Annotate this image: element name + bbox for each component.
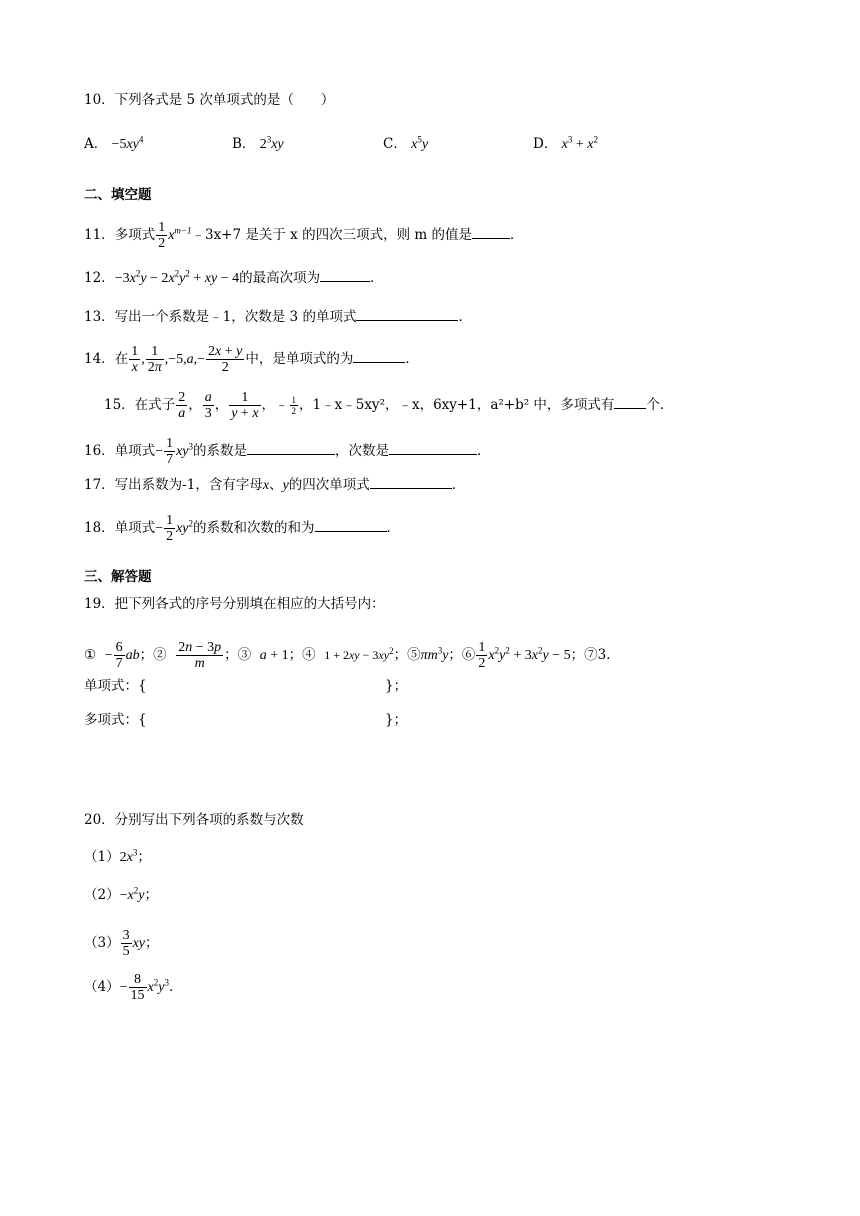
q10-option-b-expr: $2^3xy$ bbox=[259, 134, 284, 152]
q17: 17．写出系数为-1，含有字母x、y的四次单项式 ． bbox=[84, 474, 465, 494]
q10-option-c[interactable]: C． $x^5y$ bbox=[383, 134, 429, 152]
q12-expr: $-3x^2y - 2x^2y^2$ + xy − 4 bbox=[114, 268, 240, 286]
q16-degree-blank[interactable] bbox=[389, 440, 477, 455]
q10-option-d[interactable]: D． $x^3 + x^2$ bbox=[533, 134, 598, 152]
q19-polynomial-close: }； bbox=[385, 712, 408, 728]
q20-item-3: （3） $\frac{3}{5}$ xy； bbox=[84, 928, 159, 959]
q20-item-2: $(2)-x^2y$； bbox=[84, 885, 158, 903]
q19-monomial-close: }； bbox=[385, 678, 408, 694]
q18-answer-blank[interactable] bbox=[315, 517, 387, 532]
q19-stem: 19．把下列各式的序号分别填在相应的大括号内： bbox=[84, 596, 385, 612]
q19-monomial-row: 单项式：{ bbox=[84, 678, 147, 694]
q13-answer-blank[interactable] bbox=[356, 306, 458, 321]
q16: 16．单项式− $\frac{1}{7}$ $xy^3$的系数是 ，次数是 ． bbox=[84, 436, 491, 467]
q19-expressions: ① − $\frac{6}{7}$ ab；② $\frac{2n - 3p}{m}$ ；③ a + 1；④ $1 + 2xy - 3xy^2$；$⑤\pi m^3y$；⑥ $\frac{1}{2}$ $x^2y^2 + 3x^2y - 5$；⑦3． bbox=[84, 640, 620, 671]
q17-answer-blank[interactable] bbox=[370, 474, 452, 489]
q10-stem: 10．下列各式是 5 次单项式的是（ ） bbox=[84, 92, 335, 108]
q15-answer-blank[interactable] bbox=[614, 394, 646, 409]
q14: 14．在 $\frac{1}{x}$ , $\frac{1}{2\pi}$ ,−5,a,− $\frac{2x + y}{2}$ 中，是单项式的为 ． bbox=[84, 344, 419, 375]
q12-answer-blank[interactable] bbox=[320, 267, 370, 282]
q10-option-a-expr: $-5xy^4$ bbox=[111, 134, 144, 152]
q15: 15．在式子 $\frac{2}{a}$ ， $\frac{a}{3}$ ， $\frac{1}{y + x}$ ，﹣ $\frac{1}{2}$ ，1﹣x﹣5xy²，﹣x，6xy+1，a²+b² 中，多项式有 个． bbox=[104, 390, 674, 421]
q18: 18．单项式− $\frac{1}{2}$ $xy^2$的系数和次数的和为 ． bbox=[84, 513, 401, 544]
q11-power: $x^{m-1}$ bbox=[168, 225, 192, 243]
q20-stem: 20．分别写出下列各项的系数与次数 bbox=[84, 812, 304, 828]
q12: 12．$-3x^2y - 2x^2y^2$ + xy − 4的最高次项为 ． bbox=[84, 268, 384, 286]
q16-coefficient-blank[interactable] bbox=[247, 440, 335, 455]
section-answer-title: 三、解答题 bbox=[84, 569, 152, 585]
q19-polynomial-row: 多项式：{ bbox=[84, 712, 147, 728]
fraction-half: $\frac{1}{2}$ bbox=[158, 220, 166, 251]
q10-option-d-expr: $x^3 + x^2$ bbox=[561, 134, 598, 152]
q10-option-c-expr: $x^5y$ bbox=[411, 134, 429, 152]
section-fill-in-title: 二、填空题 bbox=[84, 187, 152, 203]
q13: 13．写出一个系数是﹣1，次数是 3 的单项式 ． bbox=[84, 306, 472, 325]
q14-answer-blank[interactable] bbox=[353, 348, 405, 363]
q10-option-a[interactable]: A． $-5xy^4$ bbox=[84, 134, 144, 152]
q20-item-1: $(1)2x^3$； bbox=[84, 847, 151, 865]
q10-option-b[interactable]: B． $2^3xy$ bbox=[232, 134, 284, 152]
q20-item-4: （4）− $\frac{8}{15}$ $x^2y^3$． bbox=[84, 972, 183, 1003]
q11: 11．多项式 $\frac{1}{2}$ $x^{m-1}﹣3x+7$ 是关于 x 的四次三项式，则 m 的值是 ． bbox=[84, 220, 524, 251]
q11-answer-blank[interactable] bbox=[472, 224, 510, 239]
